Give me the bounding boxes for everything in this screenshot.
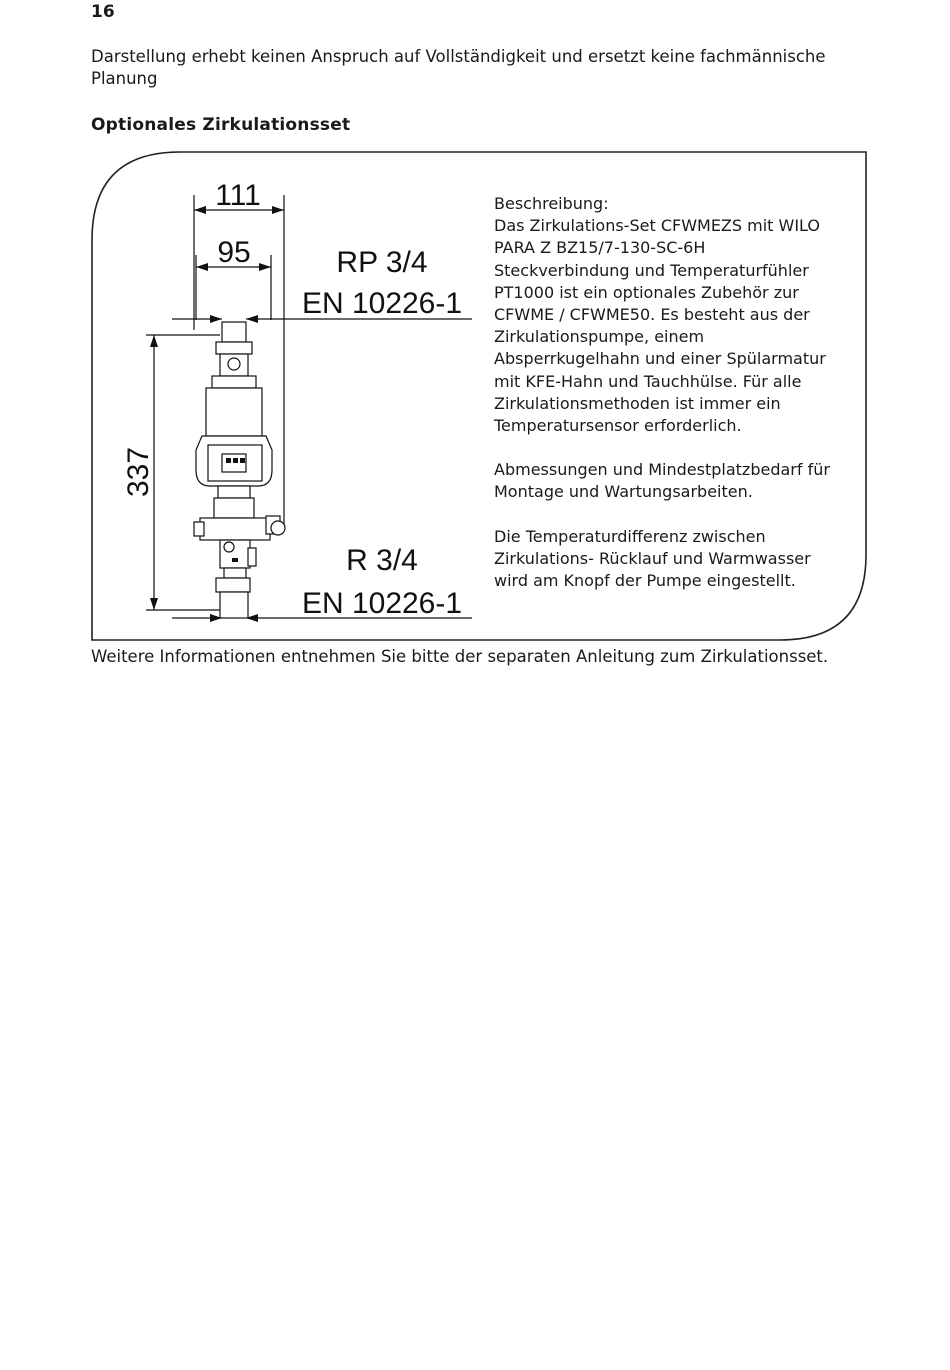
- pump-assembly-drawing: [194, 322, 285, 618]
- dimension-width-outer: 111: [215, 179, 261, 212]
- description-heading: Beschreibung:: [494, 194, 609, 213]
- dimensions-note: Abmessungen und Mindestplatzbedarf für Montage und Wartungsarbeiten.: [494, 460, 830, 502]
- description-block: [494, 193, 844, 592]
- temperature-note: Die Temperaturdifferenz zwischen Zirkulations- Rücklauf und Warmwasser wird am Knopf der Pumpe eingestellt.: [494, 526, 811, 591]
- page-number: 16: [91, 2, 115, 22]
- dimension-width-inner: 95: [217, 236, 251, 269]
- top-connection-thread: RP 3/4: [336, 246, 428, 279]
- bottom-connection-thread: R 3/4: [346, 544, 418, 577]
- description-text: Das Zirkulations-Set CFWMEZS mit WILO PARA Z BZ15/7-130-SC-6H Steckverbindung und Temperaturfühler PT1000 ist ein optionales Zubehör zur CFWME / CFWME50. Es besteht aus der Zirkulationspumpe, einem Absperrkugelhahn und einer Spülarmatur mit KFE-Hahn und Tauchhülse. Für alle Zirkulationsmethoden ist immer ein Temperatursensor erforderlich.: [494, 216, 826, 436]
- section-heading: Optionales Zirkulationsset: [91, 115, 351, 135]
- top-connection-standard: EN 10226-1: [301, 287, 463, 320]
- bottom-connection-standard: EN 10226-1: [301, 587, 463, 620]
- disclaimer-text: Darstellung erhebt keinen Anspruch auf Vollständigkeit und ersetzt keine fachmännische Planung: [91, 47, 826, 88]
- footer-note: Weitere Informationen entnehmen Sie bitte der separaten Anleitung zum Zirkulationsset.: [91, 647, 829, 666]
- dimension-height: 337: [122, 446, 155, 498]
